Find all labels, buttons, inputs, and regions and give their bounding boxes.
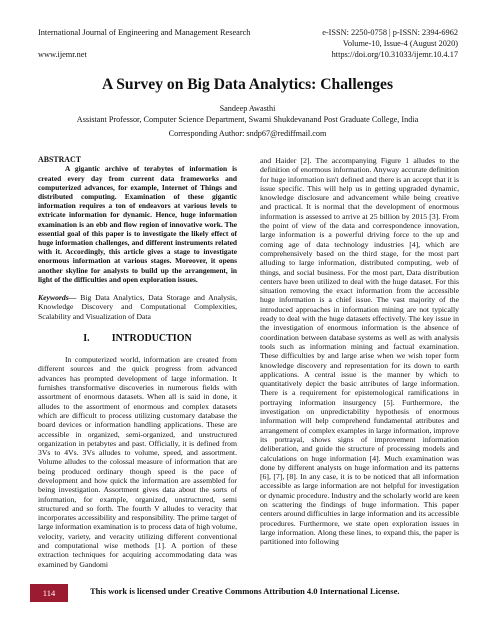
author-block bbox=[0, 103, 495, 125]
paper-title: A Survey on Big Data Analytics: Challenges bbox=[101, 76, 394, 93]
license-notice: This work is licensed under Creative Commons Attribution 4.0 International License. bbox=[90, 586, 400, 596]
left-column bbox=[38, 155, 237, 569]
abstract-text: A gigantic archive of terabytes of information is created every day from current data frameworks and computerized advances, for example, Internet of Things and distributed computing. Examination of these gigantic information requires a ton of endeavors at various levels to extricate information for dynamic. Hence, huge information examination is an ebb and flow region of innovative work. The essential goal of this paper is to investigate the likely effect of huge information challenges, and different instruments related with it. Accordingly, this article gives a stage to investigate enormous information at various stages. Moreover, it opens another skyline for analysts to build up the arrangement, in light of the difficulties and open exploration issues. bbox=[38, 164, 237, 284]
intro-paragraph: In computerized world, information are created from different sources and the quick progress from advanced advances has prompted development of large information. It furnishes transformative discoveries in numerous fields with assortment of enormous datasets. When all is said in done, it alludes to the assortment of enormous and complex datasets which are difficult to process utilizing customary database the board devices or information handling applications. These are accessible in organized, semi-organized, and unstructured organization in petabytes and past. Officially, it is defined from 3Vs to 4Vs. 3Vs alludes to volume, speed, and assortment. Volume alludes to the colossal measure of information that are being produced ordinary though speed is the pace of development and how quick the information are assembled for being investigation. Assortment gives data about the sorts of information, for example, organized, unstructured, semi structured and so forth. The fourth V alludes to veracity that incorporates accessibility and responsibility. The prime target of large information examination is to process data of high volume, velocity, variety, and veracity utilizing different conventional and computational wise methods [1]. A portion of these extraction techniques for acquiring accommodating data was examined by Gandomi bbox=[38, 355, 237, 569]
doi-link[interactable]: https://doi.org/10.31033/ijemr.10.4.17 bbox=[331, 50, 458, 59]
keywords-label: Keywords— bbox=[38, 292, 77, 302]
volume-issue: Volume-10, Issue-4 (August 2020) bbox=[342, 39, 458, 48]
keywords bbox=[38, 293, 237, 321]
body-paragraph: and Haider [2]. The accompanying Figure 1 alludes to the definition of enormous information. Anyway accurate definition for huge information isn't defined and there is an accept that it is issue specific. This will help us in getting upgraded dynamic, knowledge disclosure and advancement while being creative and practical. It is normal that the development of enormous information is assessed to arrive at 25 billion by 2015 [3]. From the point of view of the data and correspondence innovation, large information is a powerful driving force to the up and coming age of data technology industries [4], which are comprehensively based on the third stage, for the most part alluding to large information, distributed computing, web of things, and social business. For the most part, Data distribution centers have been utilized to deal with the huge dataset. For this situation removing the exact information from the accessible huge information is a chief issue. The vast majority of the introduced approaches in information mining are not typically ready to deal with the huge datasets effectively. The key issue in the investigation of enormous information is the absence of coordination between database systems as well as with analysis tools such as information mining and factual examination. These difficulties by and large arise when we wish toper form knowledge discovery and representation for its down to earth applications. A central issue is the manner by which to quantitatively depict the basic attributes of large information. There is a requirement for epistemological ramifications in portraying information insurgency [5]. Furthermore, the investigation on unpredictability hypothesis of enormous information will help comprehend fundamental attributes and arrangement of complex examples in large information, improve its portrayal, shows signs of improvement information deliberation, and guide the structure of processing models and calculations on huge information [4]. Much examination was done by different analysts on huge information and its patterns [6], [7], [8]. In any case, it is to be noticed that all information accessible as large information are not helpful for investigation or dynamic procedure. Industry and the scholarly world are keen on scattering the findings of huge information. This paper centers around difficulties in large information and its accessible procedures. Furthermore, we state open exploration issues in large information. Along these lines, to expand this, the paper is partitioned into following bbox=[260, 156, 459, 547]
journal-name: International Journal of Engineering and Management Research bbox=[38, 28, 251, 37]
abstract-heading: ABSTRACT bbox=[38, 155, 81, 164]
section-number: I. bbox=[83, 332, 90, 344]
keywords-text: Big Data Analytics, Data Storage and Analysis, Knowledge Discovery and Computational Complexities, Scalability and Visualization of Data bbox=[38, 292, 238, 321]
section-title: INTRODUCTION bbox=[111, 332, 192, 344]
page-number: 114 bbox=[30, 584, 68, 602]
corresponding-author: Corresponding Author: sndp67@rediffmail.com bbox=[168, 129, 327, 138]
right-column bbox=[260, 156, 459, 546]
section-heading bbox=[38, 334, 237, 343]
issn: e-ISSN: 2250-0758 | p-ISSN: 2394-6962 bbox=[322, 28, 458, 37]
author-name: Sandeep Awasthi bbox=[219, 104, 276, 113]
page-footer bbox=[0, 584, 495, 602]
author-affiliation: Assistant Professor, Computer Science Department, Swami Shukdevanand Post Graduate College, India bbox=[76, 115, 419, 124]
website-link[interactable]: www.ijemr.net bbox=[38, 50, 87, 59]
journal-header bbox=[38, 27, 458, 60]
